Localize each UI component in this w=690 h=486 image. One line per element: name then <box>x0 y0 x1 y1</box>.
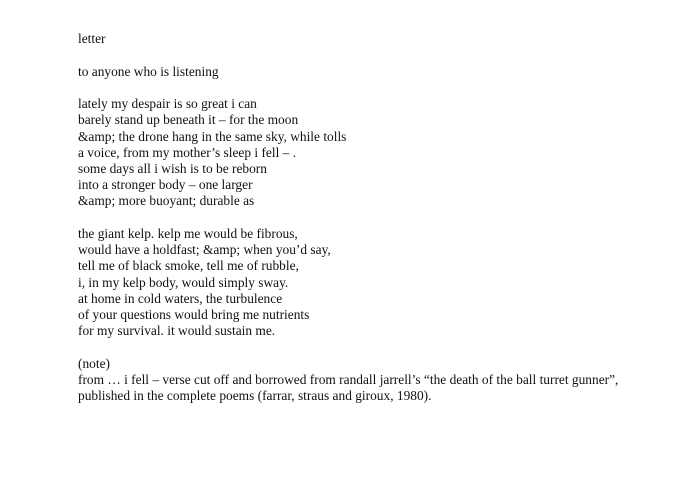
poem-line: &amp; the drone hang in the same sky, while tolls <box>78 128 347 144</box>
spacer <box>78 47 638 63</box>
poem-line: &amp; more buoyant; durable as <box>78 193 255 209</box>
spacer <box>78 80 638 96</box>
poem-line: some days all i wish is to be reborn <box>78 161 267 176</box>
poem-line: i, in my kelp body, would simply sway. <box>78 274 289 290</box>
note-heading: (note) <box>78 355 110 371</box>
poem-line: would have a holdfast; &amp; when you’d say, <box>78 242 331 258</box>
poem-line: for my survival. it would sustain me. <box>78 323 276 339</box>
spacer <box>78 339 638 355</box>
dedication: to anyone who is listening <box>78 63 219 79</box>
poem-line: into a stronger body – one larger <box>78 177 253 193</box>
stanza-1 <box>78 96 638 209</box>
poem-line: the giant kelp. kelp me would be fibrous, <box>78 226 298 241</box>
stanza-2 <box>78 226 638 339</box>
spacer <box>78 210 638 226</box>
poem-line: of your questions would bring me nutrients <box>78 307 310 323</box>
poem-title: letter <box>78 31 106 46</box>
poem-line: a voice, from my mother’s sleep i fell – . <box>78 144 297 160</box>
note-section <box>78 356 638 405</box>
note-text: from … i fell – verse cut off and borrowed from randall jarrell’s “the death of the ball turret gunner”, published in the complete poems (farrar, straus and giroux, 1980). <box>78 372 619 404</box>
poem-line: at home in cold waters, the turbulence <box>78 290 283 306</box>
poem-line: tell me of black smoke, tell me of rubble, <box>78 258 299 274</box>
poem-line: lately my despair is so great i can <box>78 96 257 112</box>
document-page <box>78 31 638 404</box>
poem-line: barely stand up beneath it – for the moon <box>78 112 299 128</box>
